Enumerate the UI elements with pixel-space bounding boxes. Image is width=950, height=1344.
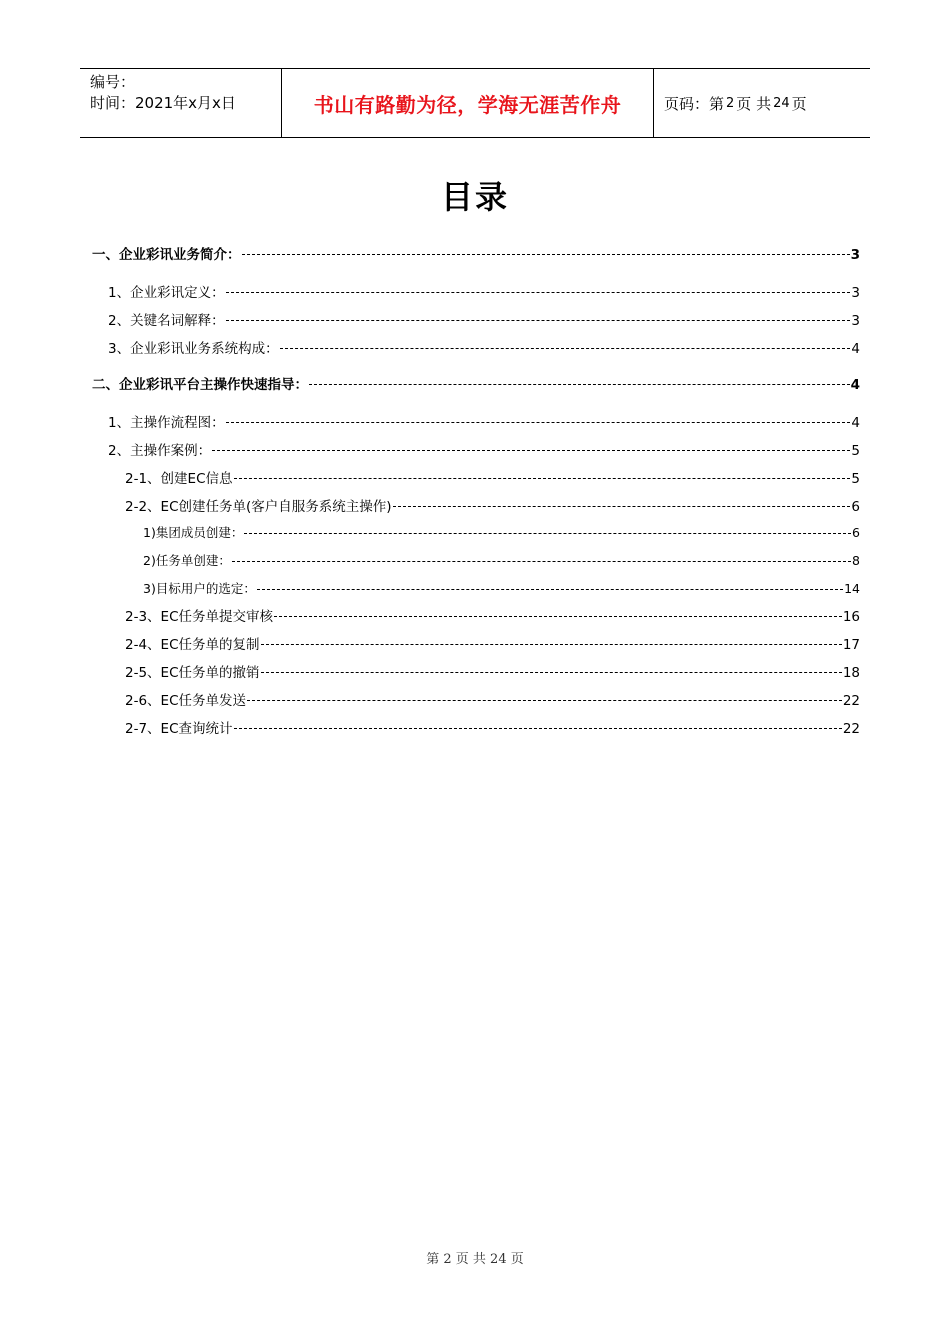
toc-entry[interactable] [125,633,860,653]
toc-leader [226,422,851,423]
toc-page: 6 [852,525,860,540]
toc-label: 2-1、创建EC信息 [125,471,233,487]
toc-leader [232,561,851,562]
toc-page: 22 [842,721,860,737]
page-title: 目录 [440,178,509,216]
toc-label: 2-3、EC任务单提交审核 [125,609,274,625]
toc-label: 1、企业彩讯定义： [108,285,225,301]
toc-entry[interactable] [125,661,860,681]
toc-page: 17 [842,637,860,653]
toc-entry[interactable] [143,579,860,597]
toc-page: 5 [851,471,860,487]
toc-label: 一、企业彩讯业务简介： [92,247,241,263]
toc-leader [226,320,851,321]
toc-label: 2、关键名词解释： [108,313,225,329]
time-label: 时间：2021年x月x日 [90,94,236,112]
toc-page: 3 [851,313,860,329]
toc-leader [257,589,843,590]
toc-label: 二、企业彩讯平台主操作快速指导： [92,377,308,393]
toc-entry[interactable] [92,243,860,263]
page-footer: 第 2 页 共 24 页 [426,1252,524,1267]
toc-label: 1、主操作流程图： [108,415,225,431]
toc-entry[interactable] [125,689,860,709]
toc-leader [247,700,842,701]
toc-entry[interactable] [125,467,860,487]
toc-entry[interactable] [108,337,860,357]
toc-label: 2-4、EC任务单的复制 [125,637,260,653]
toc-entry[interactable] [108,439,860,459]
toc-leader [309,384,850,385]
toc-page: 5 [851,443,860,459]
toc-leader [261,644,842,645]
toc-entry[interactable] [108,309,860,329]
number-label: 编号： [90,73,136,91]
page-total: 24 [773,95,790,111]
page-suffix: 页 [791,94,807,113]
toc-page: 4 [851,415,860,431]
toc-label: 2-5、EC任务单的撤销 [125,665,260,681]
toc-page: 8 [852,553,860,568]
toc-entry[interactable] [92,373,860,393]
toc-leader [261,672,842,673]
toc-entry[interactable] [143,523,860,541]
toc-entry[interactable] [108,281,860,301]
toc-page: 18 [842,665,860,681]
page-header [80,68,870,138]
header-page-info [654,69,870,137]
page-prefix: 页码：第 [664,94,725,113]
toc-label: 1)集团成员创建： [143,525,244,540]
toc-page: 22 [842,693,860,709]
toc-entry[interactable] [125,495,860,515]
toc-leader [234,478,851,479]
toc-page: 16 [842,609,860,625]
toc-leader [226,292,851,293]
toc-leader [212,450,850,451]
toc-page: 3 [850,247,860,263]
toc-label: 3、企业彩讯业务系统构成： [108,341,279,357]
header-motto: 书山有路勤为径，学海无涯苦作舟 [281,69,654,137]
toc-label: 2-6、EC任务单发送 [125,693,247,709]
toc-leader [280,348,851,349]
toc-leader [274,616,842,617]
toc-entry[interactable] [143,551,860,569]
page-mid: 页 共 [736,94,772,113]
toc-page: 6 [851,499,860,515]
toc-label: 2-2、EC创建任务单(客户自服务系统主操作) [125,499,392,515]
toc-leader [234,728,842,729]
toc-page: 4 [851,341,860,357]
toc-page: 14 [844,581,860,596]
toc-leader [242,254,850,255]
toc-label: 2、主操作案例： [108,443,212,459]
toc-label: 2-7、EC查询统计 [125,721,233,737]
page-current: 2 [726,95,735,111]
toc-leader [244,533,851,534]
toc-leader [393,506,851,507]
toc-page: 3 [851,285,860,301]
toc-entry[interactable] [125,717,860,737]
toc-page: 4 [850,377,860,393]
toc-label: 3)目标用户的选定： [143,581,256,596]
toc-label: 2)任务单创建： [143,553,231,568]
toc-entry[interactable] [108,411,860,431]
toc-entry[interactable] [125,605,860,625]
header-meta [80,69,281,137]
